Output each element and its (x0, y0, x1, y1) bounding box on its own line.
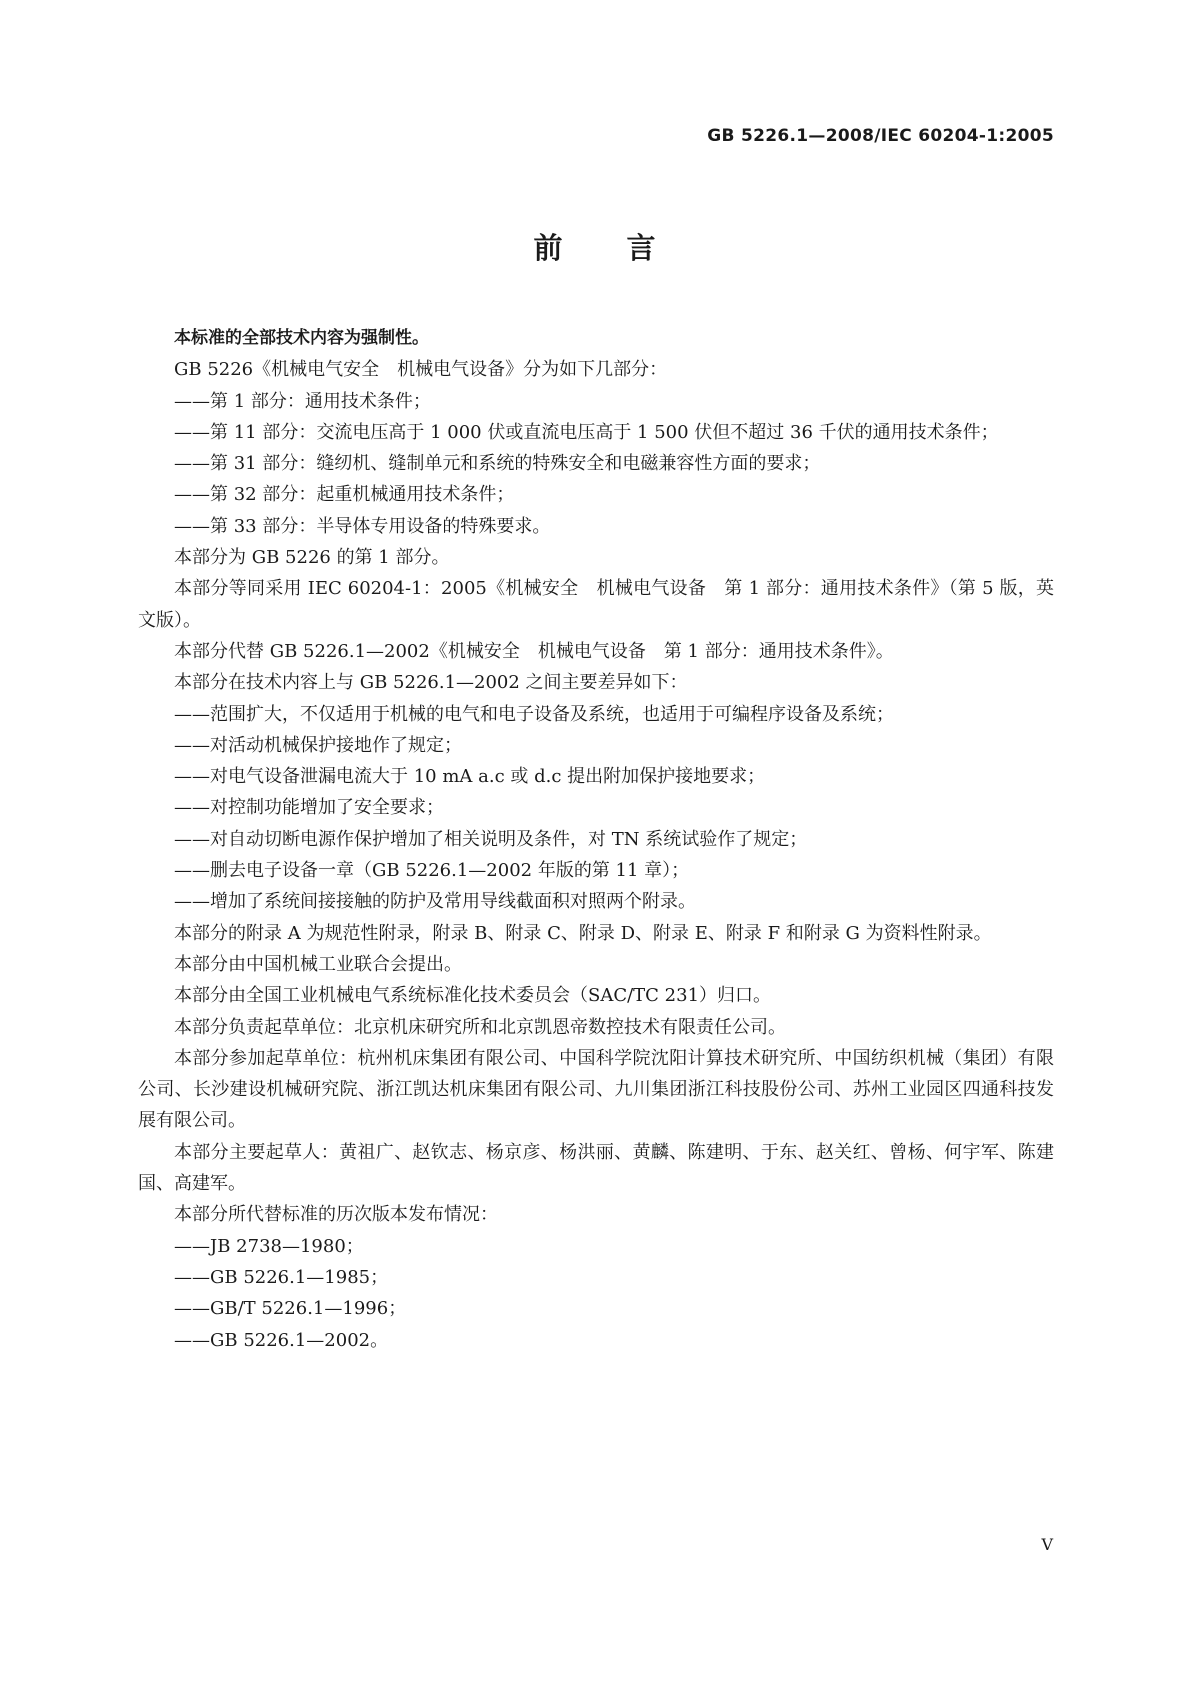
paragraph-technical-committee: 本部分由全国工业机械电气系统标准化技术委员会（SAC/TC 231）归口。 (174, 985, 772, 1007)
list-item-part-1: ——第 1 部分：通用技术条件； (174, 390, 431, 412)
list-item-difference: ——对控制功能增加了安全要求； (174, 797, 444, 819)
list-item-difference: ——删去电子设备一章（GB 5226.1—2002 年版的第 11 章）； (174, 860, 690, 882)
list-item-history: ——JB 2738—1980； (174, 1235, 364, 1257)
list-item-history: ——GB/T 5226.1—1996； (174, 1298, 407, 1320)
paragraph-equivalence: 本部分等同采用 IEC 60204-1：2005《机械安全 机械电气设备 第 1 部分：通用技术条件》（第 5 版，英文版）。 (138, 578, 1054, 631)
list-item-part-33: ——第 33 部分：半导体专用设备的特殊要求。 (174, 515, 551, 537)
paragraph-participating-drafters: 本部分参加起草单位：杭州机床集团有限公司、中国科学院沈阳计算技术研究所、中国纺织机械（集团）有限公司、长沙建设机械研究院、浙江凯达机床集团有限公司、九川集团浙江科技股份公司、苏州工业园区四通科技发展有限公司。 (138, 1047, 1054, 1132)
list-item-difference: ——对活动机械保护接地作了规定； (174, 734, 462, 756)
paragraph-proposed-by: 本部分由中国机械工业联合会提出。 (174, 953, 462, 975)
paragraph-differences-intro: 本部分在技术内容上与 GB 5226.1—2002 之间主要差异如下： (174, 672, 688, 694)
standard-code: GB 5226.1—2008/IEC 60204-1:2005 (707, 126, 1054, 146)
paragraph-main-drafters: 本部分主要起草人：黄祖广、赵钦志、杨京彦、杨洪丽、黄麟、陈建明、于东、赵关红、曾杨、何宇军、陈建国、高建军。 (138, 1141, 1054, 1195)
list-item-difference: ——增加了系统间接接触的防护及常用导线截面积对照两个附录。 (174, 891, 696, 913)
page-title: 前 言 (533, 231, 658, 265)
list-item-difference: ——对电气设备泄漏电流大于 10 mA a.c 或 d.c 提出附加保护接地要求； (174, 766, 766, 788)
list-item-part-11: ——第 11 部分：交流电压高于 1 000 伏或直流电压高于 1 500 伏但不超过 36 千伏的通用技术条件； (174, 421, 999, 443)
paragraph-part-identity: 本部分为 GB 5226 的第 1 部分。 (174, 547, 450, 569)
paragraph-annexes: 本部分的附录 A 为规范性附录，附录 B、附录 C、附录 D、附录 E、附录 F 和附录 G 为资料性附录。 (174, 922, 992, 944)
list-item-part-31: ——第 31 部分：缝纫机、缝制单元和系统的特殊安全和电磁兼容性方面的要求； (174, 453, 821, 475)
list-item-history: ——GB 5226.1—1985； (174, 1266, 389, 1288)
paragraph-mandatory-statement: 本标准的全部技术内容为强制性。 (174, 328, 429, 348)
list-item-difference: ——对自动切断电源作保护增加了相关说明及条件，对 TN 系统试验作了规定； (174, 828, 808, 850)
list-item-difference: ——范围扩大，不仅适用于机械的电气和电子设备及系统，也适用于可编程序设备及系统； (174, 703, 894, 725)
paragraph-parts-intro: GB 5226《机械电气安全 机械电气设备》分为如下几部分： (174, 359, 668, 381)
foreword-body (138, 323, 1054, 1356)
paragraph-replaces: 本部分代替 GB 5226.1—2002《机械安全 机械电气设备 第 1 部分：通用技术条件》。 (174, 640, 894, 662)
page-number: V (1041, 1535, 1053, 1554)
paragraph-lead-drafters: 本部分负责起草单位：北京机床研究所和北京凯恩帝数控技术有限责任公司。 (174, 1016, 786, 1038)
paragraph-history-intro: 本部分所代替标准的历次版本发布情况： (174, 1204, 498, 1226)
list-item-part-32: ——第 32 部分：起重机械通用技术条件； (174, 484, 515, 506)
list-item-history: ——GB 5226.1—2002。 (174, 1329, 389, 1351)
